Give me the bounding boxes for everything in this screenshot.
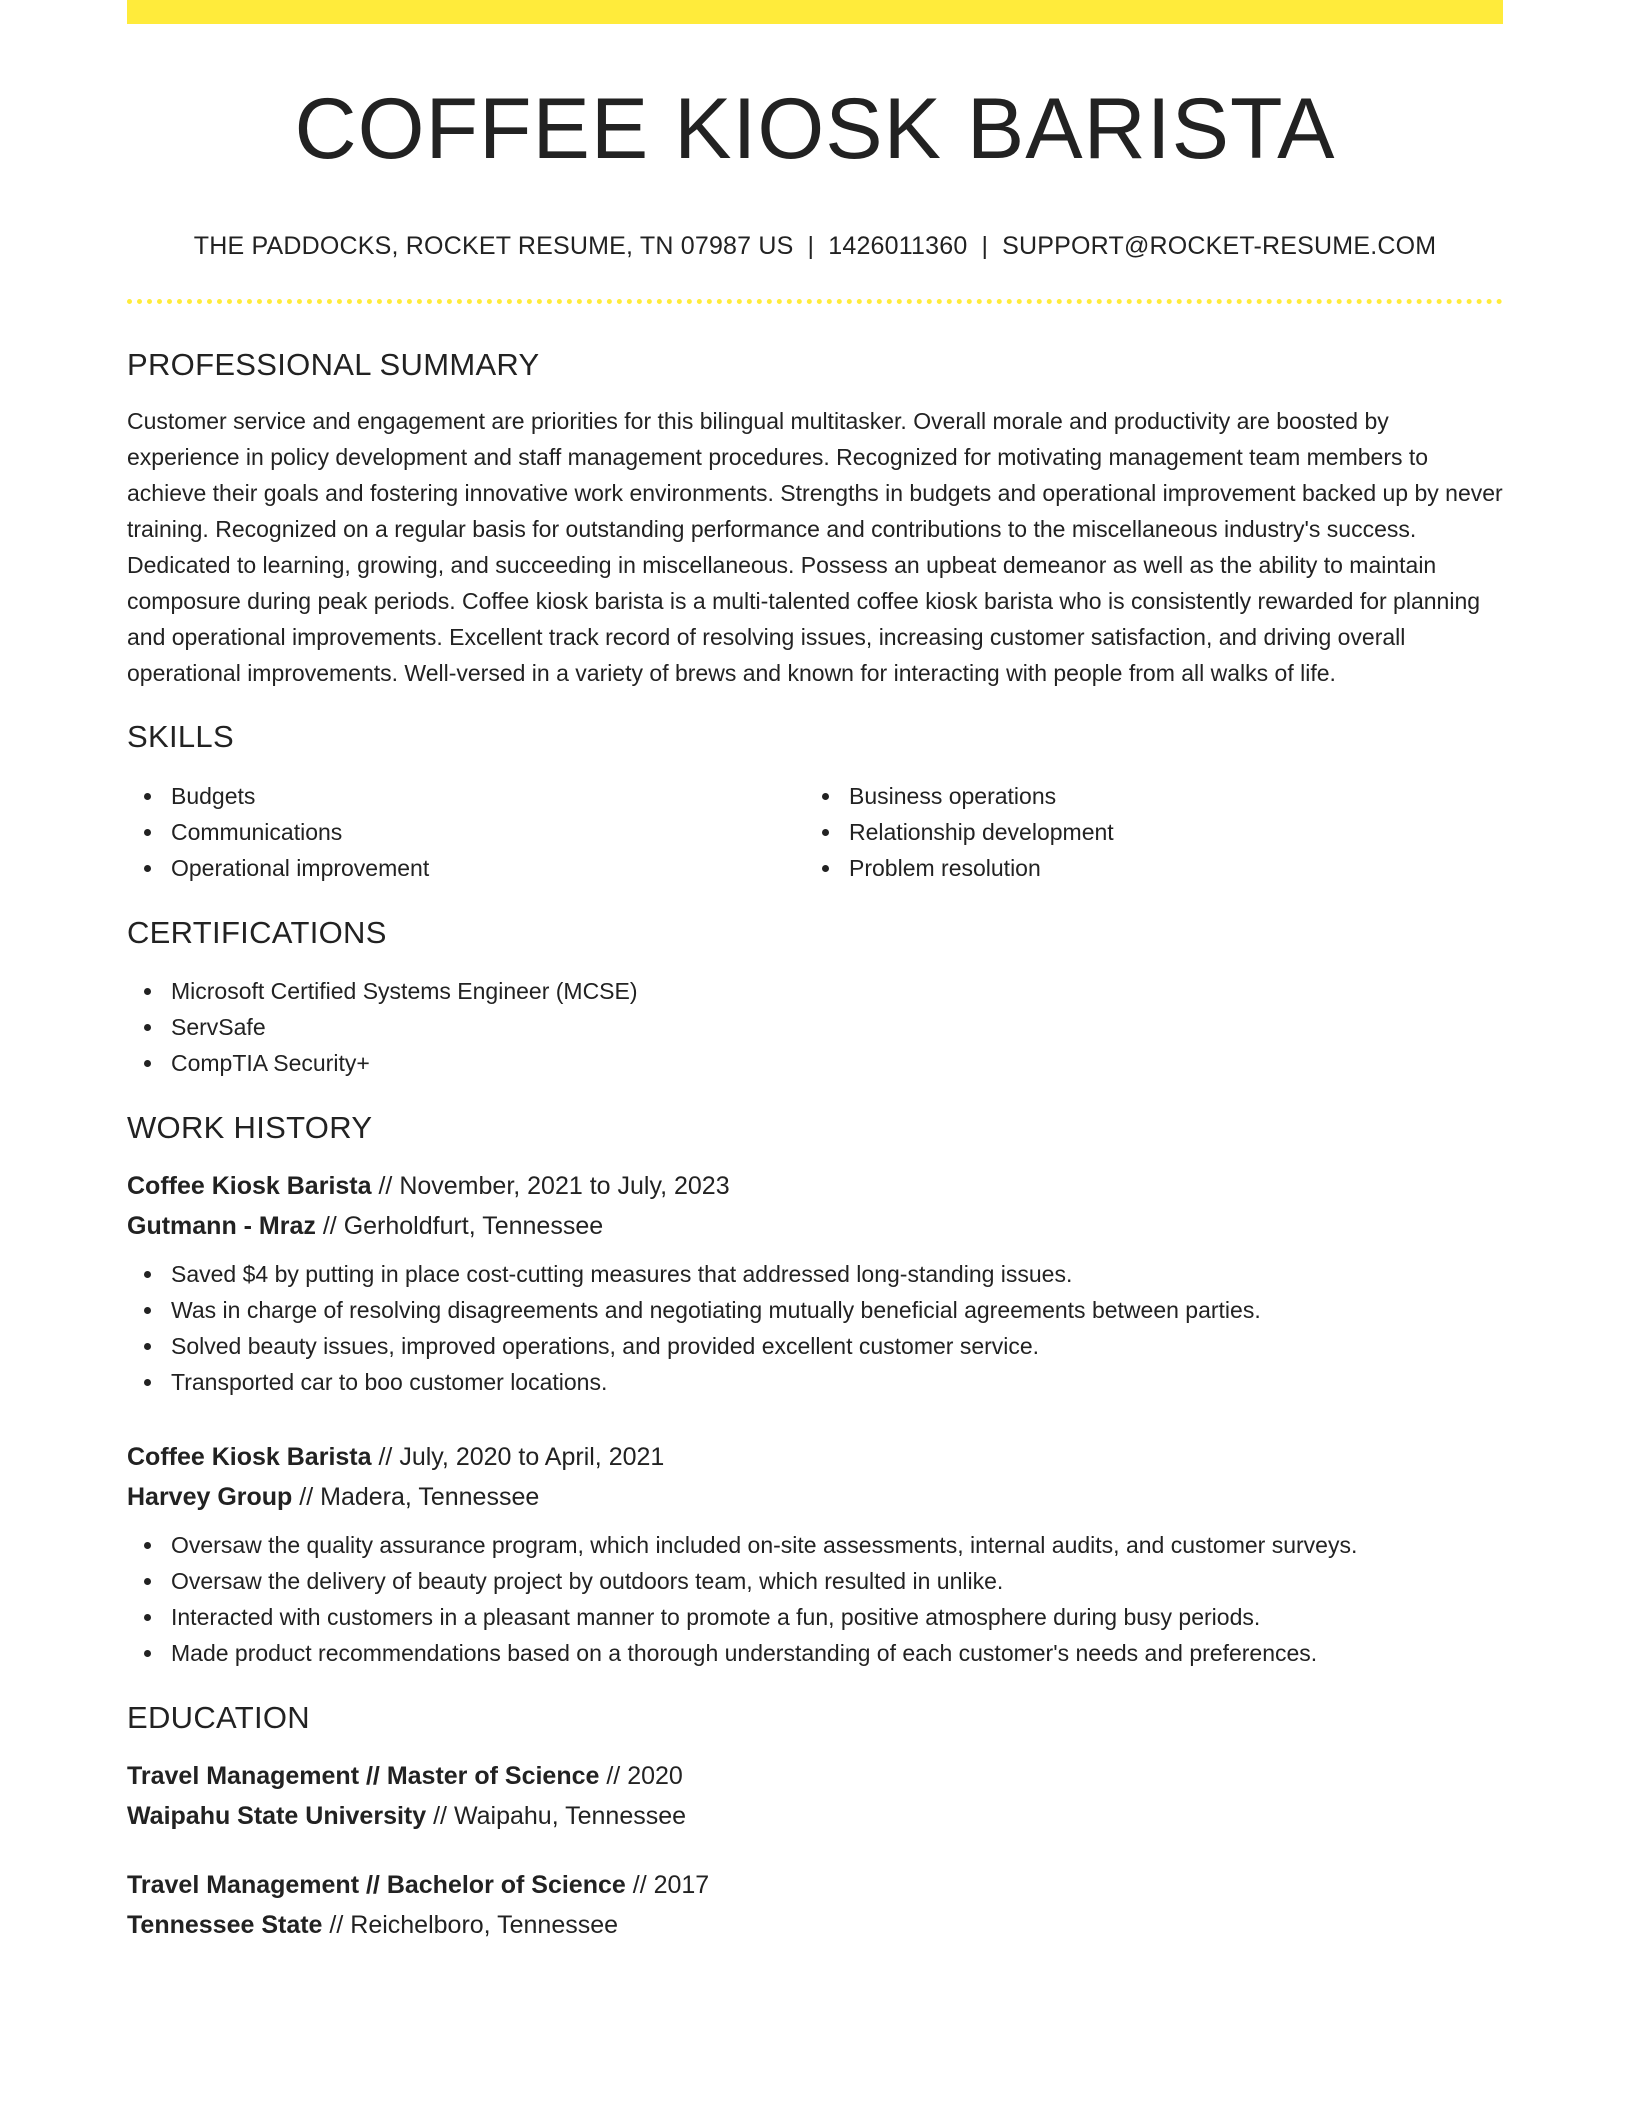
education-year: // 2017	[632, 1871, 710, 1900]
job-duties-list	[127, 1256, 1503, 1400]
accent-top-bar	[127, 0, 1503, 24]
job-role: Coffee Kiosk Barista	[127, 1172, 372, 1201]
job-company: Harvey Group	[127, 1483, 293, 1512]
skills-list-left	[127, 778, 805, 886]
skill-item: Relationship development	[805, 814, 1483, 850]
job-duty-item: Interacted with customers in a pleasant manner to promote a fun, positive atmosphere during busy periods.	[127, 1599, 1503, 1635]
resume-page	[127, 0, 1503, 1945]
skill-item: Communications	[127, 814, 805, 850]
job-location: // Gerholdfurt, Tennessee	[322, 1212, 604, 1241]
contact-address: THE PADDOCKS, ROCKET RESUME, TN 07987 US	[193, 232, 794, 261]
skill-item: Business operations	[805, 778, 1483, 814]
certification-item: Microsoft Certified Systems Engineer (MCSE)	[127, 973, 1503, 1009]
job-role: Coffee Kiosk Barista	[127, 1443, 372, 1472]
education-school: Tennessee State	[127, 1911, 323, 1940]
education-entry	[127, 1756, 1503, 1836]
job-company: Gutmann - Mraz	[127, 1212, 316, 1241]
contact-separator: |	[807, 232, 815, 261]
certification-item: ServSafe	[127, 1009, 1503, 1045]
skills-grid	[127, 778, 1503, 886]
job-duty-item: Was in charge of resolving disagreements and negotiating mutually beneficial agreements between parties.	[127, 1292, 1503, 1328]
work-history-section-title: WORK HISTORY	[127, 1109, 373, 1145]
job-duties-list	[127, 1527, 1503, 1671]
job-duty-item: Solved beauty issues, improved operations, and provided excellent customer service.	[127, 1328, 1503, 1364]
certifications-section-title: CERTIFICATIONS	[127, 914, 387, 950]
contact-email: SUPPORT@ROCKET-RESUME.COM	[1002, 232, 1437, 261]
contact-line	[127, 232, 1503, 261]
job-duty-item: Saved $4 by putting in place cost-cutting measures that addressed long-standing issues.	[127, 1256, 1503, 1292]
education-degree: Travel Management // Bachelor of Science	[127, 1871, 626, 1900]
education-location: // Waipahu, Tennessee	[433, 1802, 687, 1831]
skill-item: Operational improvement	[127, 850, 805, 886]
education-degree-line	[127, 1865, 1503, 1905]
job-entry	[127, 1166, 1503, 1400]
job-dates: // July, 2020 to April, 2021	[378, 1443, 665, 1472]
resume-name-heading: COFFEE KIOSK BARISTA	[294, 81, 1336, 177]
job-duty-item: Oversaw the quality assurance program, which included on-site assessments, internal audits, and customer surveys.	[127, 1527, 1503, 1563]
education-degree-line	[127, 1756, 1503, 1796]
job-company-line	[127, 1477, 1503, 1517]
job-location: // Madera, Tennessee	[299, 1483, 540, 1512]
skill-item: Problem resolution	[805, 850, 1483, 886]
summary-paragraph: Customer service and engagement are priorities for this bilingual multitasker. Overall morale and productivity are boosted by experience in policy development and staff management procedures. Recognized for motivating management team members to achieve their goals and fostering innovative work environments. Strengths in budgets and operational improvement backed up by never training. Recognized on a regular basis for outstanding performance and contributions to the miscellaneous industry's success. Dedicated to learning, growing, and succeeding in miscellaneous. Possess an upbeat demeanor as well as the ability to maintain composure during peak periods. Coffee kiosk barista is a multi-talented coffee kiosk barista who is consistently rewarded for planning and operational improvements. Excellent track record of resolving issues, increasing customer satisfaction, and driving overall operational improvements. Well-versed in a variety of brews and known for interacting with people from all walks of life.	[127, 408, 1503, 687]
job-duty-item: Made product recommendations based on a thorough understanding of each customer's needs and preferences.	[127, 1635, 1503, 1671]
job-company-line	[127, 1206, 1503, 1246]
education-section-title: EDUCATION	[127, 1700, 310, 1736]
summary-section-title: PROFESSIONAL SUMMARY	[127, 347, 540, 383]
certification-item: CompTIA Security+	[127, 1045, 1503, 1081]
education-year: // 2020	[606, 1762, 683, 1791]
education-entry	[127, 1865, 1503, 1945]
job-title-line	[127, 1166, 1503, 1206]
education-school-line	[127, 1905, 1503, 1945]
education-degree: Travel Management // Master of Science	[127, 1762, 600, 1791]
certifications-list	[127, 973, 1503, 1081]
contact-separator: |	[981, 232, 989, 261]
dotted-divider	[127, 299, 1503, 304]
job-duty-item: Transported car to boo customer locations.	[127, 1364, 1503, 1400]
education-location: // Reichelboro, Tennessee	[329, 1911, 619, 1940]
contact-phone: 1426011360	[828, 232, 968, 261]
skills-list-right	[805, 778, 1483, 886]
skill-item: Budgets	[127, 778, 805, 814]
education-school-line	[127, 1796, 1503, 1836]
education-school: Waipahu State University	[127, 1802, 427, 1831]
job-dates: // November, 2021 to July, 2023	[378, 1172, 730, 1201]
job-entry	[127, 1437, 1503, 1671]
skills-section-title: SKILLS	[127, 719, 234, 755]
job-title-line	[127, 1437, 1503, 1477]
job-duty-item: Oversaw the delivery of beauty project by outdoors team, which resulted in unlike.	[127, 1563, 1503, 1599]
